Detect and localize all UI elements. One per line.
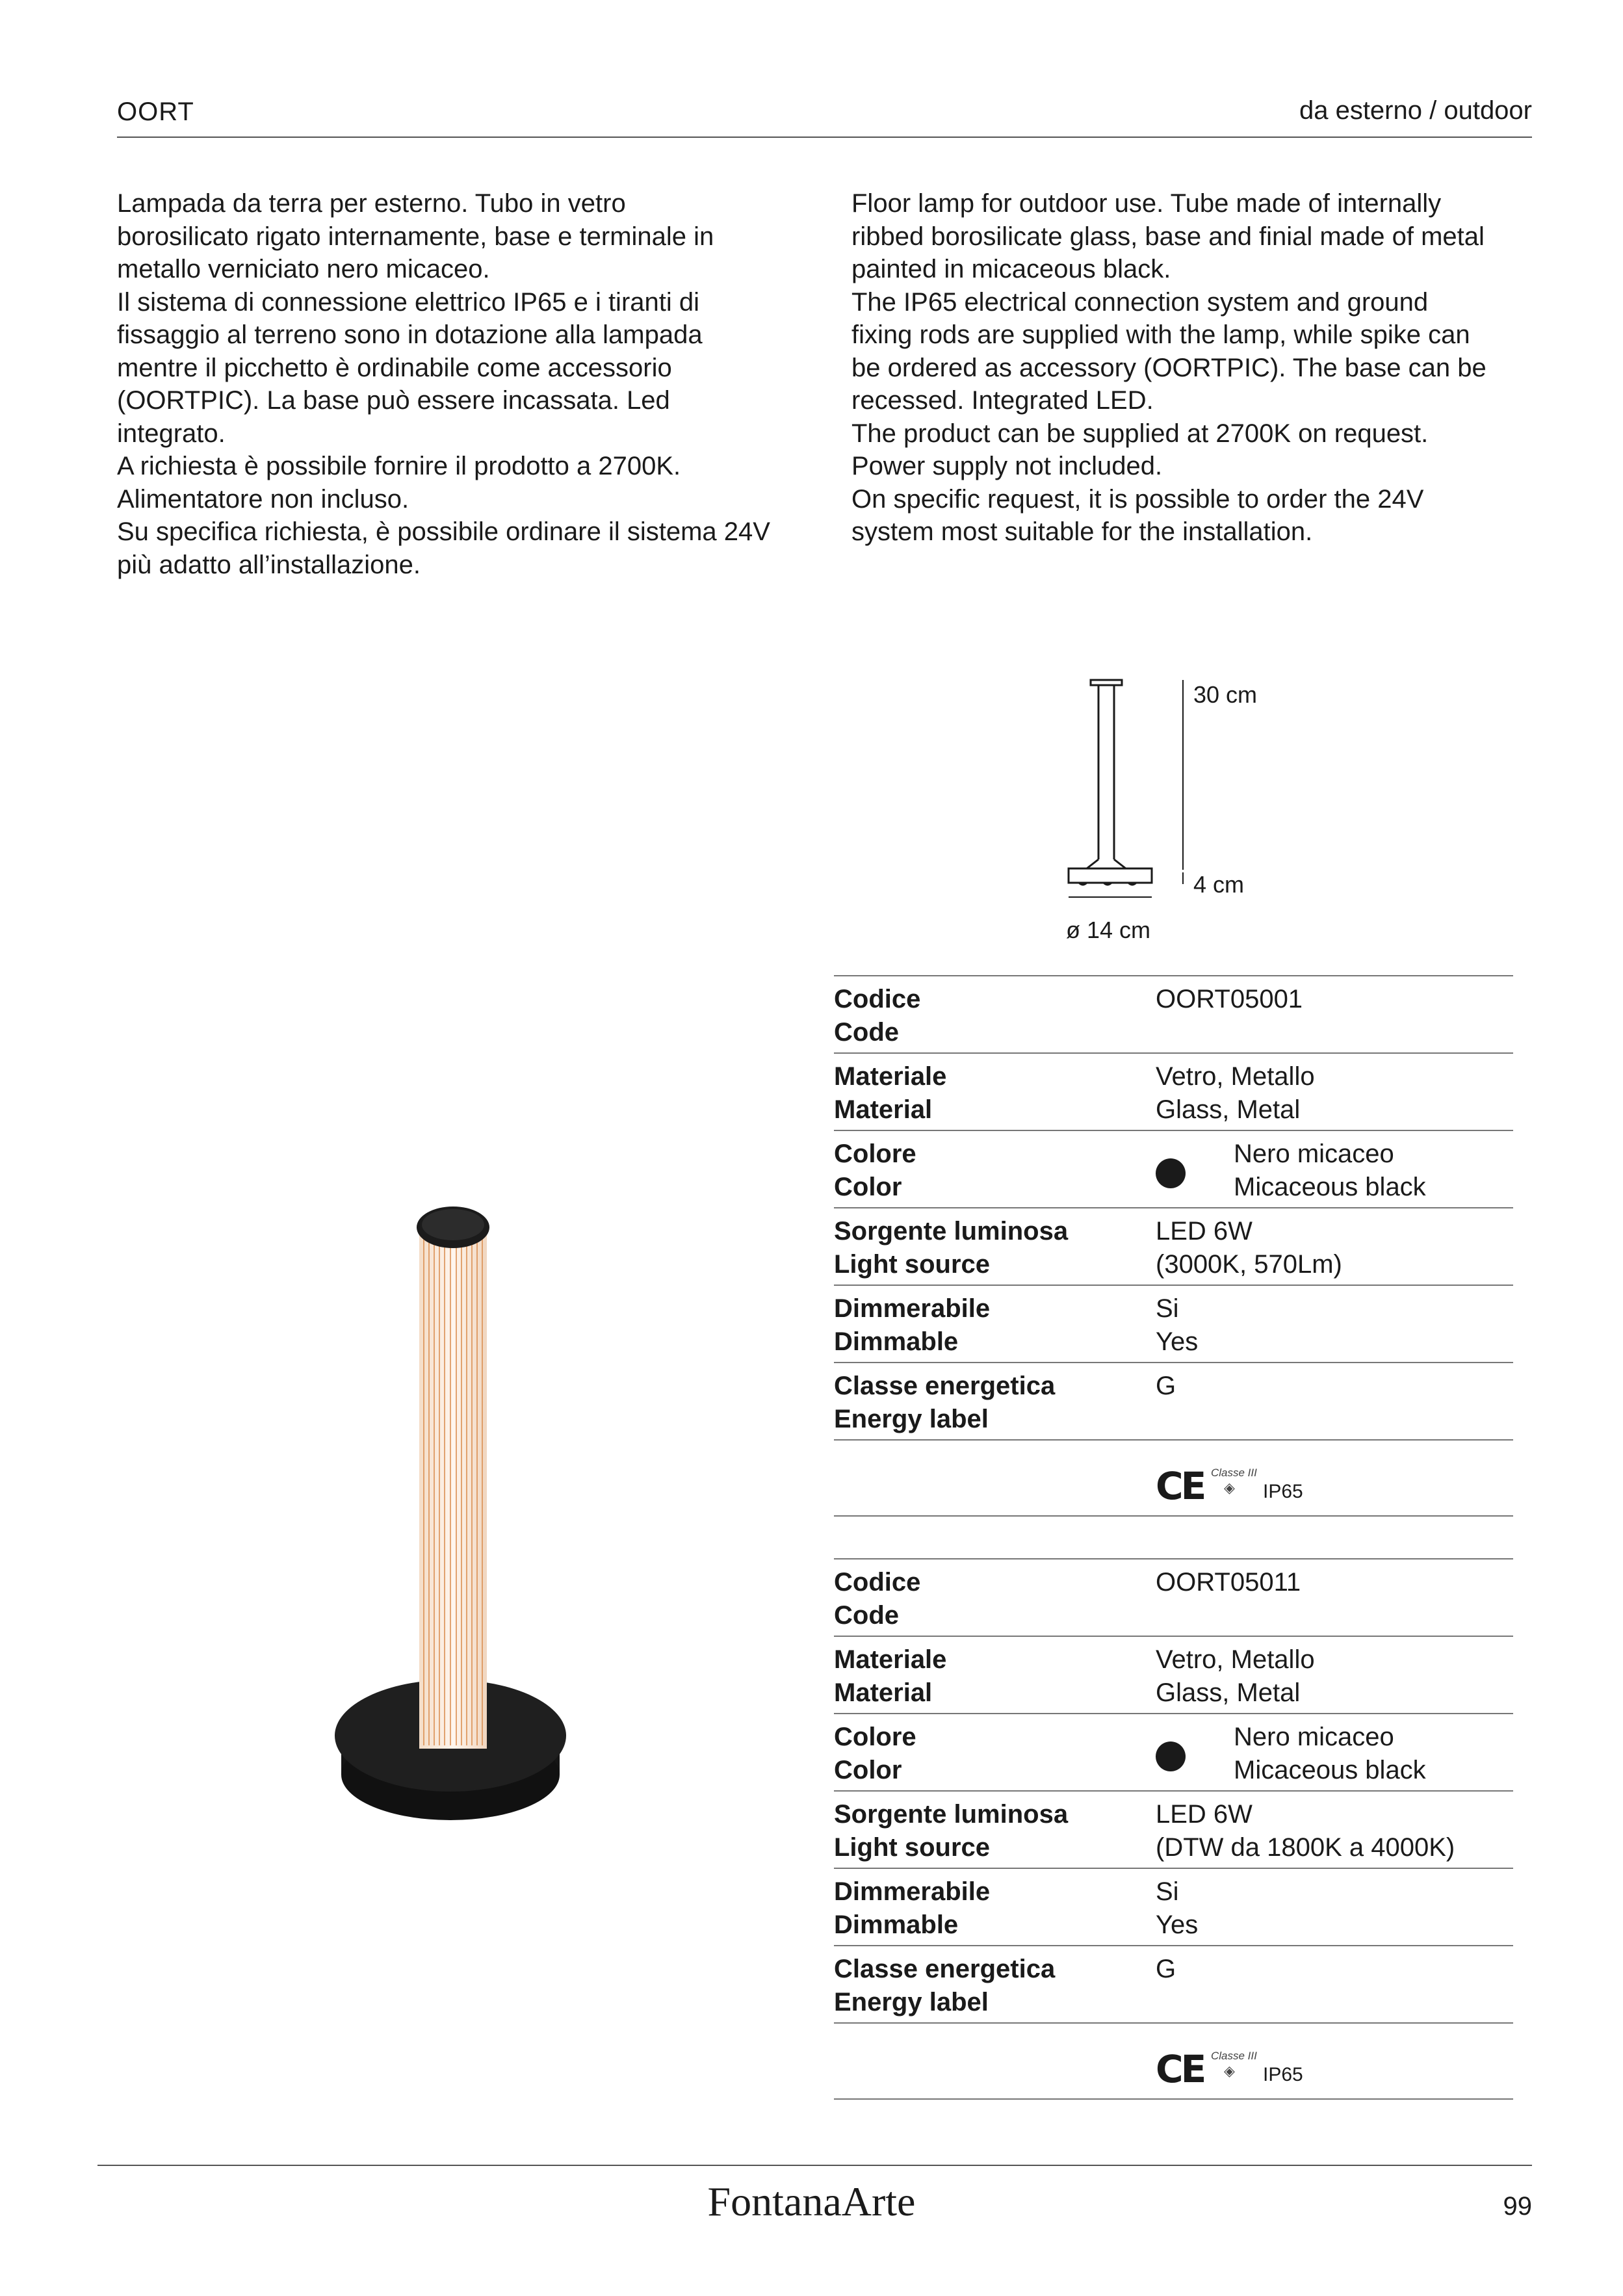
class-iii-icon: ◈	[1224, 2063, 1235, 2079]
spec-key: Colore Color	[834, 1723, 916, 1784]
spec-row-color	[834, 1713, 1513, 1790]
description-line: A richiesta è possibile fornire il prodotto a 2700K.	[117, 452, 681, 480]
description-line: borosilicato rigato internamente, base e terminale in	[117, 222, 714, 251]
page-number: 99	[1503, 2192, 1532, 2221]
spec-key: Sorgente luminosa Light source	[834, 1217, 1069, 1279]
spec-row-dimmable	[834, 1868, 1513, 1945]
spec-key: Colore Color	[834, 1140, 916, 1201]
height-label: 30 cm	[1193, 681, 1258, 708]
description-line: fixing rods are supplied with the lamp, while spike can	[851, 320, 1470, 349]
spec-value-material: Vetro, Metallo Glass, Metal	[1156, 1645, 1315, 1707]
description-line: (OORTPIC). La base può essere incassata. Led	[117, 386, 670, 415]
description-line: Floor lamp for outdoor use. Tube made of internally	[851, 189, 1442, 218]
description-line: Power supply not included.	[851, 452, 1163, 480]
spec-value-light-source: LED 6W (3000K, 570Lm)	[1156, 1217, 1342, 1279]
spec-row-material	[834, 1636, 1513, 1713]
description-line: metallo verniciato nero micaceo.	[117, 255, 490, 283]
description-line: Lampada da terra per esterno. Tubo in vetro	[117, 189, 626, 218]
category-label: da esterno / outdoor	[1299, 96, 1532, 125]
ce-mark-icon: CE	[1156, 2047, 1204, 2091]
description-italian	[117, 187, 799, 581]
spec-row-dimmable	[834, 1285, 1513, 1362]
class-iii-label: Classe III	[1211, 2050, 1257, 2062]
spec-key: Classe energetica Energy label	[834, 1372, 1056, 1433]
spec-row-code	[834, 1558, 1513, 1636]
spec-row-light-source	[834, 1207, 1513, 1285]
spec-value-dimmable: Si Yes	[1156, 1877, 1199, 1939]
description-line: Il sistema di connessione elettrico IP65 e i tiranti di	[117, 287, 699, 317]
spec-value-code: OORT05011	[1156, 1568, 1301, 1597]
spec-key: Codice Code	[834, 1568, 921, 1630]
spec-key: Materiale Material	[834, 1062, 947, 1124]
spec-key: Materiale Material	[834, 1645, 947, 1707]
spec-table-2	[834, 1558, 1513, 2100]
description-line: più adatto all’installazione.	[117, 550, 421, 579]
spec-key: Classe energetica Energy label	[834, 1955, 1056, 2016]
description-line: ribbed borosilicate glass, base and finial made of metal	[851, 222, 1485, 251]
spec-key: Sorgente luminosa Light source	[834, 1800, 1069, 1862]
ce-mark-icon: CE	[1156, 1464, 1204, 1508]
lamp-top-cap-face	[422, 1209, 484, 1240]
spec-row-light-source	[834, 1790, 1513, 1868]
color-swatch-icon	[1156, 1742, 1186, 1771]
spec-value-code: OORT05001	[1156, 985, 1303, 1013]
spec-row-code	[834, 975, 1513, 1052]
spec-value-color: Nero micaceo Micaceous black	[1234, 1723, 1426, 1784]
spec-row-energy	[834, 1945, 1513, 2022]
description-line: On specific request, it is possible to order the 24V	[851, 484, 1424, 514]
spec-row-energy	[834, 1362, 1513, 1439]
certification-row	[834, 2022, 1513, 2100]
spec-table-1	[834, 975, 1513, 1517]
spec-key: Codice Code	[834, 985, 921, 1047]
certification-row	[834, 1439, 1513, 1517]
description-line: system most suitable for the installation.	[851, 517, 1313, 546]
ip-rating: IP65	[1263, 2064, 1303, 2085]
description-english	[851, 187, 1534, 549]
spec-row-color	[834, 1130, 1513, 1207]
description-line: recessed. Integrated LED.	[851, 386, 1154, 415]
product-image	[325, 1196, 585, 1898]
description-line: be ordered as accessory (OORTPIC). The base can be	[851, 353, 1487, 382]
spec-key: Dimmerabile Dimmable	[834, 1877, 991, 1939]
description-line: Alimentatore non incluso.	[117, 484, 409, 514]
description-line: Su specifica richiesta, è possibile ordinare il sistema 24V	[117, 517, 770, 546]
description-line: integrato.	[117, 419, 226, 448]
lamp-outline-icon	[1069, 680, 1152, 885]
description-line: mentre il picchetto è ordinabile come accessorio	[117, 353, 672, 382]
spec-key: Dimmerabile Dimmable	[834, 1294, 991, 1356]
dimension-drawing	[1053, 670, 1248, 943]
footer-divider	[97, 2165, 1532, 2166]
description-line: The IP65 electrical connection system and ground	[851, 287, 1429, 317]
product-family-title: OORT	[117, 98, 194, 126]
description-line: The product can be supplied at 2700K on request.	[851, 419, 1429, 448]
spec-value-energy: G	[1156, 1955, 1176, 1983]
diameter-label: ø 14 cm	[1066, 917, 1151, 943]
ip-rating: IP65	[1263, 1481, 1303, 1502]
spec-value-color: Nero micaceo Micaceous black	[1234, 1140, 1426, 1201]
brand-logo: FontanaArte	[707, 2178, 916, 2224]
spec-value-energy: G	[1156, 1372, 1176, 1400]
class-iii-label: Classe III	[1211, 1467, 1257, 1479]
header-divider	[117, 137, 1532, 138]
description-line: painted in micaceous black.	[851, 255, 1171, 283]
description-line: fissaggio al terreno sono in dotazione alla lampada	[117, 320, 703, 349]
class-iii-icon: ◈	[1224, 1480, 1235, 1496]
spec-value-light-source: LED 6W (DTW da 1800K a 4000K)	[1156, 1800, 1455, 1862]
spec-value-dimmable: Si Yes	[1156, 1294, 1199, 1356]
spec-row-material	[834, 1052, 1513, 1130]
color-swatch-icon	[1156, 1158, 1186, 1188]
base-height-label: 4 cm	[1193, 871, 1245, 898]
spec-value-material: Vetro, Metallo Glass, Metal	[1156, 1062, 1315, 1124]
